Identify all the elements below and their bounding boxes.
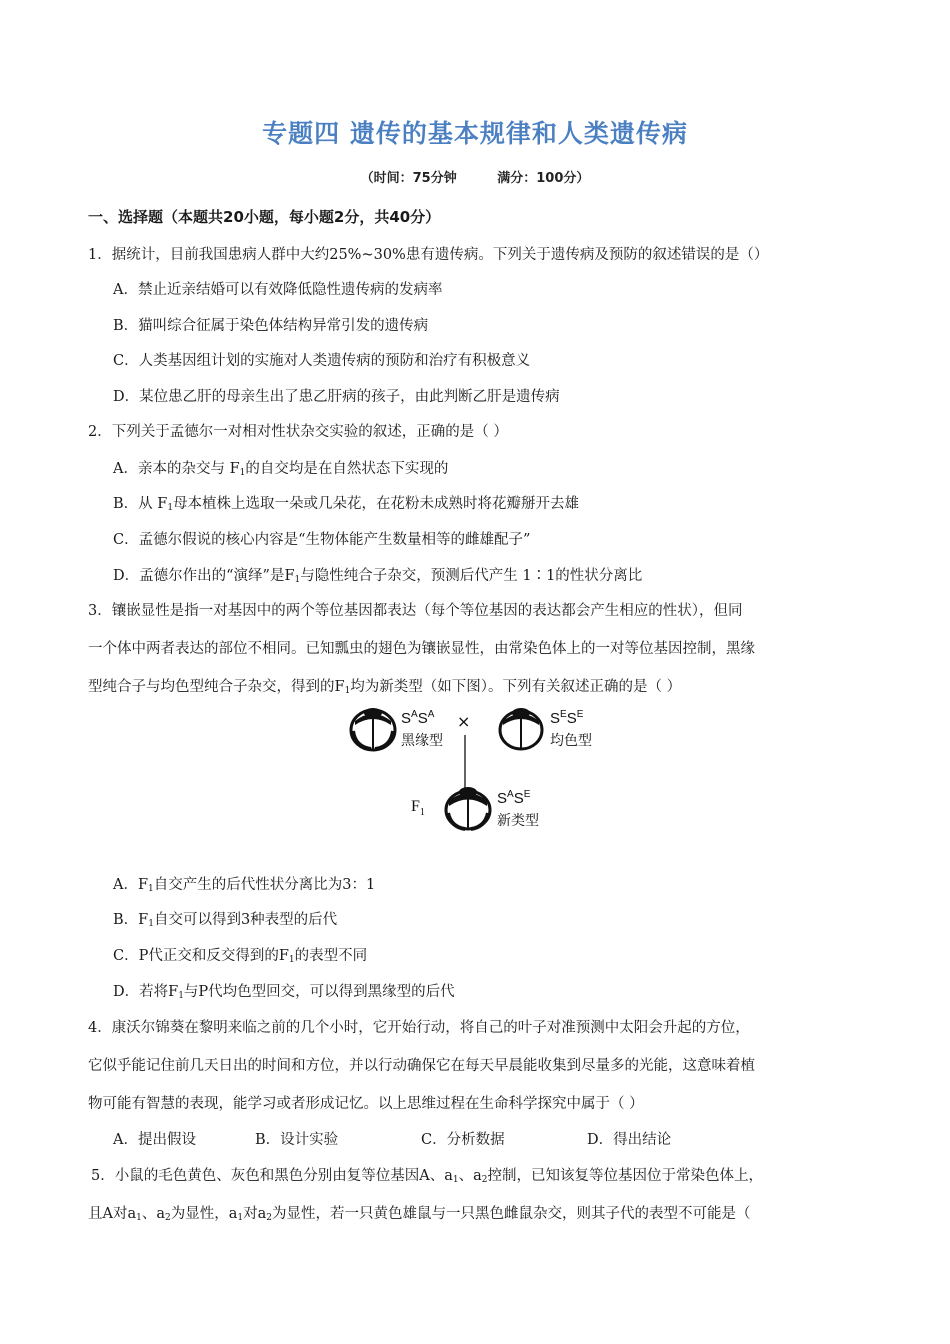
- parent-2-genotype: $S^ES^E$: [550, 709, 584, 727]
- ladybug-black-edge-icon: [351, 708, 395, 750]
- question-1-option-c: C．人类基因组计划的实施对人类遗传病的预防和治疗有积极意义: [113, 353, 531, 369]
- question-4-options: [113, 1128, 671, 1149]
- question-2-option-d: D．孟德尔作出的“演绎”是$F_1$与隐性纯合子杂交，预测后代产生 1∶1的性状分离比: [113, 568, 643, 585]
- section-header: 一、选择题（本题共20小题，每小题2分，共40分）: [88, 208, 441, 226]
- question-3-option-b: B．$F_1$自交可以得到3种表型的后代: [113, 912, 338, 929]
- parent-1-genotype: $S^AS^A$: [401, 709, 435, 727]
- ladybug-cross-figure: [345, 703, 615, 843]
- question-2-option-a: A．亲本的杂交与 $F_1$的自交均是在自然状态下实现的: [113, 461, 449, 478]
- exam-meta: [0, 167, 950, 186]
- question-5-stem-line-2: 且A对$a_1$、$a_2$为显性，$a_1$对$a_2$为显性，若一只黄色雄鼠与一只黑色雌鼠杂交，则其子代的表型不可能是（: [88, 1206, 751, 1223]
- parent-2-label: 均色型: [550, 733, 592, 749]
- question-1-option-a: A．禁止近亲结婚可以有效降低隐性遗传病的发病率: [113, 282, 443, 298]
- question-5-stem-line-1: 5．小鼠的毛色黄色、灰色和黑色分别由复等位基因A、$a_1$、$a_2$控制，已知该复等位基因位于常染色体上，: [91, 1168, 763, 1185]
- question-4-option-d: D．得出结论: [587, 1132, 672, 1148]
- question-2-stem: 2．下列关于孟德尔一对相对性状杂交实验的叙述，正确的是（ ）: [88, 424, 508, 440]
- question-3-stem-line-2: 一个体中两者表达的部位不相同。已知瓢虫的翅色为镶嵌显性，由常染色体上的一对等位基因控制，黑缘: [88, 641, 755, 657]
- f1-label: $F_1$: [411, 798, 425, 818]
- question-4-option-c: C．分析数据: [421, 1132, 505, 1148]
- question-2-option-c: C．孟德尔假说的核心内容是“生物体能产生数量相等的雌雄配子”: [113, 532, 531, 548]
- parent-1-label: 黑缘型: [401, 733, 443, 749]
- question-3-option-c: C．P代正交和反交得到的$F_1$的表型不同: [113, 948, 368, 965]
- ladybug-cross-diagram: [345, 703, 615, 843]
- ladybug-new-type-icon: [446, 787, 490, 829]
- question-1-option-d: D．某位患乙肝的母亲生出了患乙肝病的孩子，由此判断乙肝是遗传病: [113, 389, 560, 405]
- question-1-stem: 1．据统计，目前我国患病人群中大约25%~30%患有遗传病。下列关于遗传病及预防的叙述错误的是（）: [88, 247, 769, 263]
- question-4-stem-line-3: 物可能有智慧的表现，能学习或者形成记忆。以上思维过程在生命科学探究中属于（ ）: [88, 1096, 644, 1112]
- question-4-stem-line-1: 4．康沃尔锦葵在黎明来临之前的几个小时，它开始行动，将自己的叶子对准预测中太阳会升起的方位，: [88, 1020, 750, 1036]
- question-3-stem-line-1: 3．镶嵌显性是指一对基因中的两个等位基因都表达（每个等位基因的表达都会产生相应的性状），但同: [88, 603, 743, 619]
- time-limit: （时间：75分钟: [360, 171, 457, 186]
- ladybug-uniform-icon: [500, 708, 542, 749]
- question-2-option-b: B．从 $F_1$母本植株上选取一朵或几朵花，在花粉未成熟时将花瓣掰开去雄: [113, 496, 580, 513]
- question-3-stem-line-3: 型纯合子与均色型纯合子杂交，得到的$F_1$均为新类型（如下图）。下列有关叙述正确的是（ ）: [88, 679, 682, 696]
- question-4-option-b: B．设计实验: [255, 1132, 339, 1148]
- cross-symbol: ×: [457, 712, 471, 731]
- question-3-option-d: D．若将$F_1$与P代均色型回交，可以得到黑缘型的后代: [113, 984, 455, 1001]
- page-title: 专题四 遗传的基本规律和人类遗传病: [262, 119, 688, 148]
- question-4-option-a: A．提出假设: [113, 1132, 196, 1148]
- f1-genotype: $S^AS^E$: [497, 789, 531, 807]
- question-3-option-a: A．$F_1$自交产生的后代性状分离比为3：1: [113, 877, 376, 894]
- question-1-option-b: B．猫叫综合征属于染色体结构异常引发的遗传病: [113, 318, 429, 334]
- f1-type-label: 新类型: [497, 813, 539, 829]
- full-score: 满分：100分）: [497, 171, 590, 186]
- question-4-stem-line-2: 它似乎能记住前几天日出的时间和方位，并以行动确保它在每天早晨能收集到尽量多的光能，这意味着植: [88, 1058, 755, 1074]
